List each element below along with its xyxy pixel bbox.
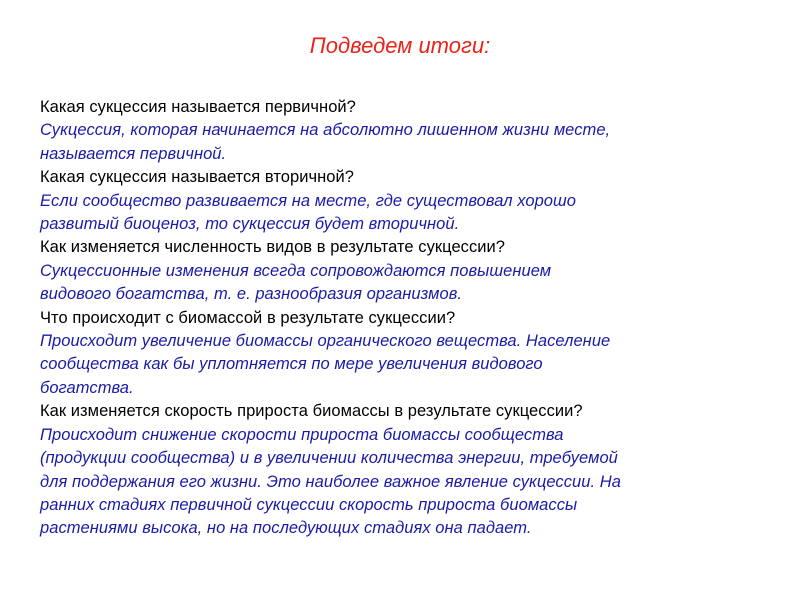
qa-item-2 — [40, 166, 770, 236]
answer-4-line-1: Происходит увеличение биомассы органического вещества. Население — [40, 332, 611, 351]
answer-3-line-2: видового богатства, т. е. разнообразия организмов. — [40, 285, 463, 304]
qa-item-3 — [40, 236, 770, 306]
answer-1-line-1: Сукцессия, которая начинается на абсолютно лишенном жизни месте, — [40, 121, 611, 140]
question-4: Что происходит с биомассой в результате сукцессии? — [40, 308, 456, 327]
qa-item-1 — [40, 96, 770, 166]
question-2: Какая сукцессия называется вторичной? — [40, 168, 354, 187]
qa-item-5 — [40, 400, 770, 540]
answer-5-line-3: для поддержания его жизни. Это наиболее важное явление сукцессии. На — [40, 472, 621, 491]
answer-3-line-1: Сукцессионные изменения всегда сопровождаются повышением — [40, 261, 552, 280]
answer-2-line-1: Если сообщество развивается на месте, где существовал хорошо — [40, 191, 577, 210]
answer-5-line-5: растениями высока, но на последующих стадиях она падает. — [40, 519, 532, 538]
answer-4-line-3: богатства. — [40, 378, 134, 397]
answer-5-line-4: ранних стадиях первичной сукцессии скорость прироста биомассы — [40, 495, 578, 514]
answer-5-line-1: Происходит снижение скорости прироста биомассы сообщества — [40, 425, 564, 444]
answer-2-line-2: развитый биоценоз, то сукцессия будет вторичной. — [40, 215, 460, 234]
qa-list — [40, 96, 770, 541]
answer-4-line-2: сообщества как бы уплотняется по мере увеличения видового — [40, 355, 543, 374]
answer-1-line-2: называется первичной. — [40, 144, 227, 163]
question-3: Как изменяется численность видов в результате сукцессии? — [40, 238, 506, 257]
slide-title: Подведем итоги: — [309, 33, 491, 58]
qa-item-4 — [40, 307, 770, 401]
question-1: Какая сукцессия называется первичной? — [40, 98, 356, 116]
answer-5-line-2: (продукции сообщества) и в увеличении количества энергии, требуемой — [40, 449, 618, 468]
question-5: Как изменяется скорость прироста биомассы в результате сукцессии? — [40, 402, 583, 421]
